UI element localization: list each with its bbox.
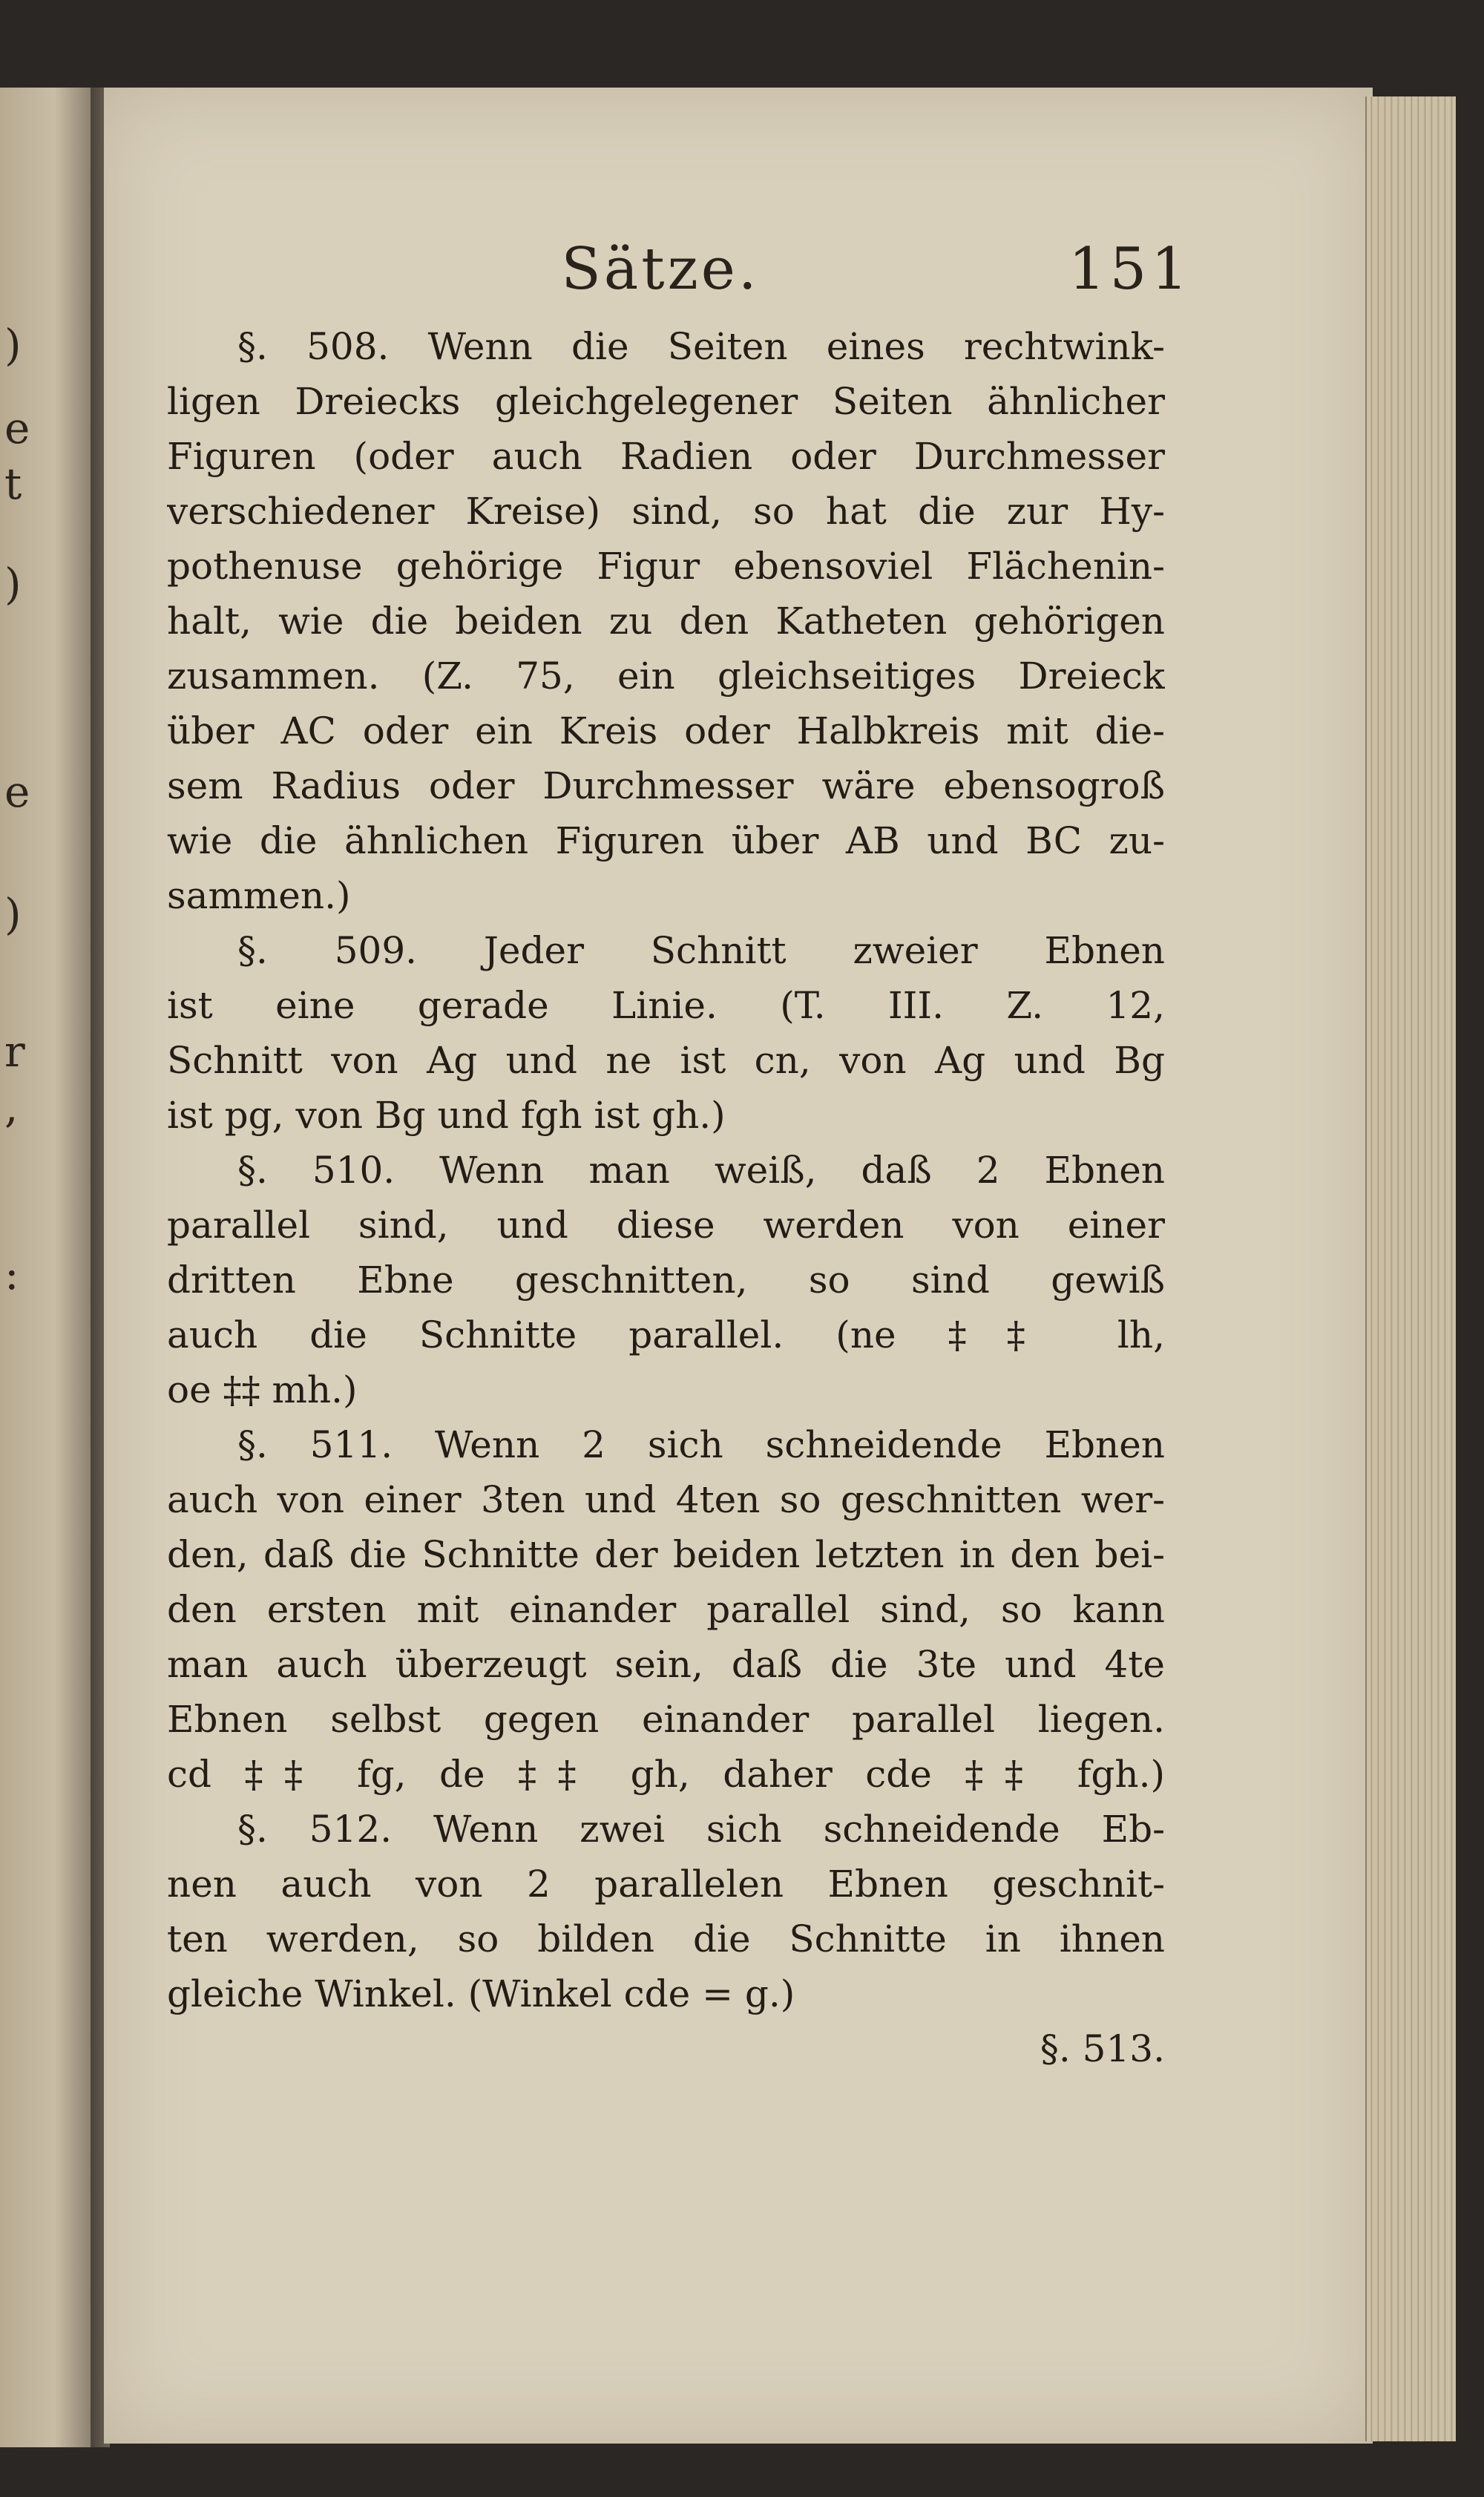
page-body-text: [167, 319, 1165, 2076]
text-line: sammen.): [167, 874, 351, 917]
page-stack-edges: [1365, 96, 1456, 2441]
page-number: 151: [1068, 236, 1192, 303]
text-line: halt, wie die beiden zu den Katheten gehörigen: [167, 600, 1165, 643]
previous-page-fragment: :: [4, 1249, 19, 1299]
text-line: verschiedener Kreise) sind, so hat die zur Hy-: [167, 490, 1165, 533]
previous-page-fragment: ): [4, 559, 22, 609]
text-line: zusammen. (Z. 75, ein gleichseitiges Dreieck: [167, 654, 1165, 698]
running-head: Sätze.: [561, 236, 760, 303]
text-line: man auch überzeugt sein, daß die 3te und 4te: [167, 1643, 1165, 1686]
text-line: nen auch von 2 parallelen Ebnen geschnit-: [167, 1863, 1165, 1906]
previous-page-fragment: e: [4, 767, 30, 817]
text-line: Schnitt von Ag und ne ist cn, von Ag und Bg: [167, 1039, 1165, 1082]
catchword: §. 513.: [1040, 2027, 1165, 2070]
text-line: den ersten mit einander parallel sind, so kann: [167, 1588, 1165, 1631]
text-line: §. 510. Wenn man weiß, daß 2 Ebnen: [237, 1149, 1165, 1192]
text-line: über AC oder ein Kreis oder Halbkreis mit die-: [167, 709, 1165, 752]
text-line: ist eine gerade Linie. (T. III. Z. 12,: [167, 984, 1165, 1027]
text-line: Ebnen selbst gegen einander parallel liegen.: [167, 1698, 1165, 1741]
text-line: sem Radius oder Durchmesser wäre ebensogroß: [167, 764, 1165, 807]
text-line: den, daß die Schnitte der beiden letzten in den bei-: [167, 1533, 1165, 1576]
previous-page-edge: [0, 88, 91, 2447]
previous-page-fragment: ): [4, 320, 22, 370]
previous-page-fragment: ,: [4, 1082, 19, 1132]
text-line: wie die ähnlichen Figuren über AB und BC zu-: [167, 819, 1165, 862]
text-line: §. 509. Jeder Schnitt zweier Ebnen: [237, 929, 1165, 972]
previous-page-fragment: e: [4, 403, 30, 453]
previous-page-fragment: ): [4, 889, 22, 939]
previous-page-fragment: r: [4, 1026, 25, 1077]
text-line: §. 512. Wenn zwei sich schneidende Eb-: [237, 1808, 1165, 1851]
text-line: Figuren (oder auch Radien oder Durchmesser: [167, 435, 1165, 478]
text-line: §. 511. Wenn 2 sich schneidende Ebnen: [237, 1423, 1165, 1466]
text-line: pothenuse gehörige Figur ebensoviel Flächenin-: [167, 545, 1165, 588]
text-line: dritten Ebne geschnitten, so sind gewiß: [167, 1259, 1165, 1302]
text-line: auch die Schnitte parallel. (ne ‡‡ lh,: [167, 1313, 1165, 1356]
text-line: auch von einer 3ten und 4ten so geschnitten wer-: [167, 1478, 1165, 1521]
text-line: gleiche Winkel. (Winkel cde = g.): [167, 1972, 795, 2015]
text-line: ligen Dreiecks gleichgelegener Seiten ähnlicher: [167, 380, 1165, 423]
text-line: ten werden, so bilden die Schnitte in ihnen: [167, 1917, 1165, 1960]
previous-page-fragment: t: [4, 459, 22, 509]
text-line: oe ‡‡ mh.): [167, 1368, 358, 1411]
text-line: §. 508. Wenn die Seiten eines rechtwink-: [237, 325, 1165, 368]
text-line: parallel sind, und diese werden von einer: [167, 1204, 1165, 1247]
text-line: ist pg, von Bg und fgh ist gh.): [167, 1094, 726, 1137]
text-line: cd ‡‡ fg, de ‡‡ gh, daher cde ‡‡ fgh.): [167, 1753, 1165, 1796]
